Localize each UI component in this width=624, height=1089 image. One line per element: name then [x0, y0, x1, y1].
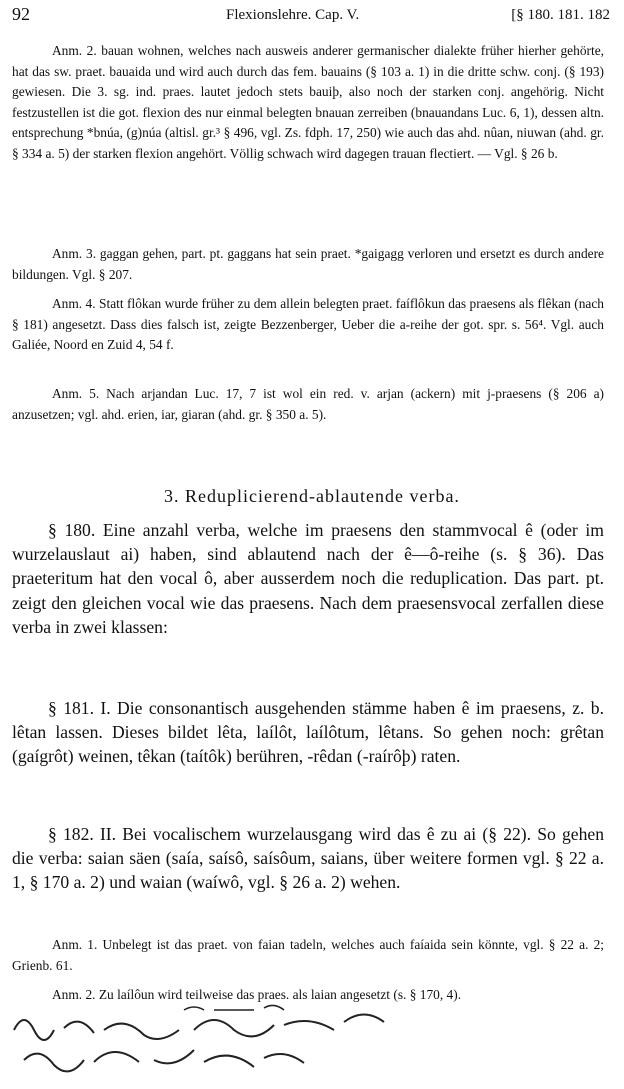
note-text: Anm. 2. Zu laílôun wird teilweise das praes. als laian angesetzt (s. § 170, 4). — [52, 987, 462, 1002]
note-text: Anm. 4. Statt flôkan wurde früher zu dem allein belegten praet. faíflôkun das praesens als flêkan (nach § 181) angesetzt. Dass dies falsch ist, zeigte Bezzenberger, Ueber die a-reihe der got. spr. s. 56⁴. Vgl. auch Galiée, Noord en Zuid 4, 54 f. — [12, 296, 604, 353]
paragraph-text: § 180. Eine anzahl verba, welche im praesens den stammvocal ê (oder im wurzelauslaut ai) haben, sind ablautend nach der ê—ô-reihe (s. § 36). Das praeteritum hat den vocal ô, aber ausserdem noch die reduplication. Das part. pt. zeigt den gleichen vocal wie das praesens. Nach dem praesensvocal zerfallen diese verba in zwei klassen: — [12, 520, 604, 637]
note-anm-5-arjandan — [12, 384, 604, 425]
note-text: Anm. 1. Unbelegt ist das praet. von faian tadeln, welches auch faíaida sein könnte, vgl. § 22 a. 2; Grienb. 61. — [12, 937, 604, 973]
note-text: Anm. 5. Nach arjandan Luc. 17, 7 ist wol ein red. v. arjan (ackern) mit j-praesens (§ 206 a) anzusetzen; vgl. ahd. erien, iar, giaran (ahd. gr. § 350 a. 5). — [12, 386, 604, 422]
paragraph-182 — [12, 822, 604, 895]
section-reference: [§ 180. 181. 182 — [511, 7, 610, 23]
note-anm-2-bauan — [12, 41, 604, 165]
section-heading: 3. Reduplicierend-ablautende verba. — [164, 486, 460, 506]
paragraph-181 — [12, 696, 604, 769]
running-title: Flexionslehre. Cap. V. — [226, 7, 360, 23]
note-text: Anm. 3. gaggan gehen, part. pt. gaggans hat sein praet. *gaigagg verloren und ersetzt es durch andere bildungen. Vgl. § 207. — [12, 246, 604, 282]
paragraph-180 — [12, 518, 604, 639]
page-number: 92 — [12, 4, 30, 24]
note-text: Anm. 2. bauan wohnen, welches nach ausweis anderer germanischer dialekte früher hierher gehörte, hat das sw. praet. bauaida und wird auch durch das fem. bauains (§ 103 a. 1) in die dritte schw. conj. (§ 193) gewiesen. Die 3. sg. ind. praes. lautet jedoch stets bauiþ, also noch der starken conj. angehörig. Nicht festzustellen ist die got. flexion des nur einmal belegten bnauan zerreiben (bnauandans Luc. 6, 1), dessen altn. entsprechung *bnúa, (g)núa (altisl. gr.³ § 496, vgl. Zs. fdph. 17, 250) wie auch das ahd. nûan, niuwan (ahd. gr. § 334 a. 5) der starken flexion angehört. Völlig schwach wird dagegen trauan flectiert. — Vgl. § 26 b. — [12, 43, 604, 161]
note-anm-3-gaggan — [12, 244, 604, 285]
paragraph-text: § 181. I. Die consonantisch ausgehenden stämme haben ê im praesens, z. b. lêtan lassen. Dieses bildet lêta, laílôt, laílôtum, lêtans. So gehen noch: grêtan (gaígrôt) weinen, têkan (taítôk) berühren, -rêdan (-raírôþ) raten. — [12, 698, 604, 767]
note-anm-4-flokan — [12, 294, 604, 356]
note-anm-1-faian — [12, 935, 604, 976]
handwritten-annotation — [4, 1000, 424, 1089]
page-header — [12, 4, 610, 30]
paragraph-text: § 182. II. Bei vocalischem wurzelausgang wird das ê zu ai (§ 22). So gehen die verba: saian säen (saía, saísô, saísôum, saians, über weitere formen vgl. § 22 a. 1, § 170 a. 2) und waian (waíwô, vgl. § 26 a. 2) wehen. — [12, 824, 604, 893]
